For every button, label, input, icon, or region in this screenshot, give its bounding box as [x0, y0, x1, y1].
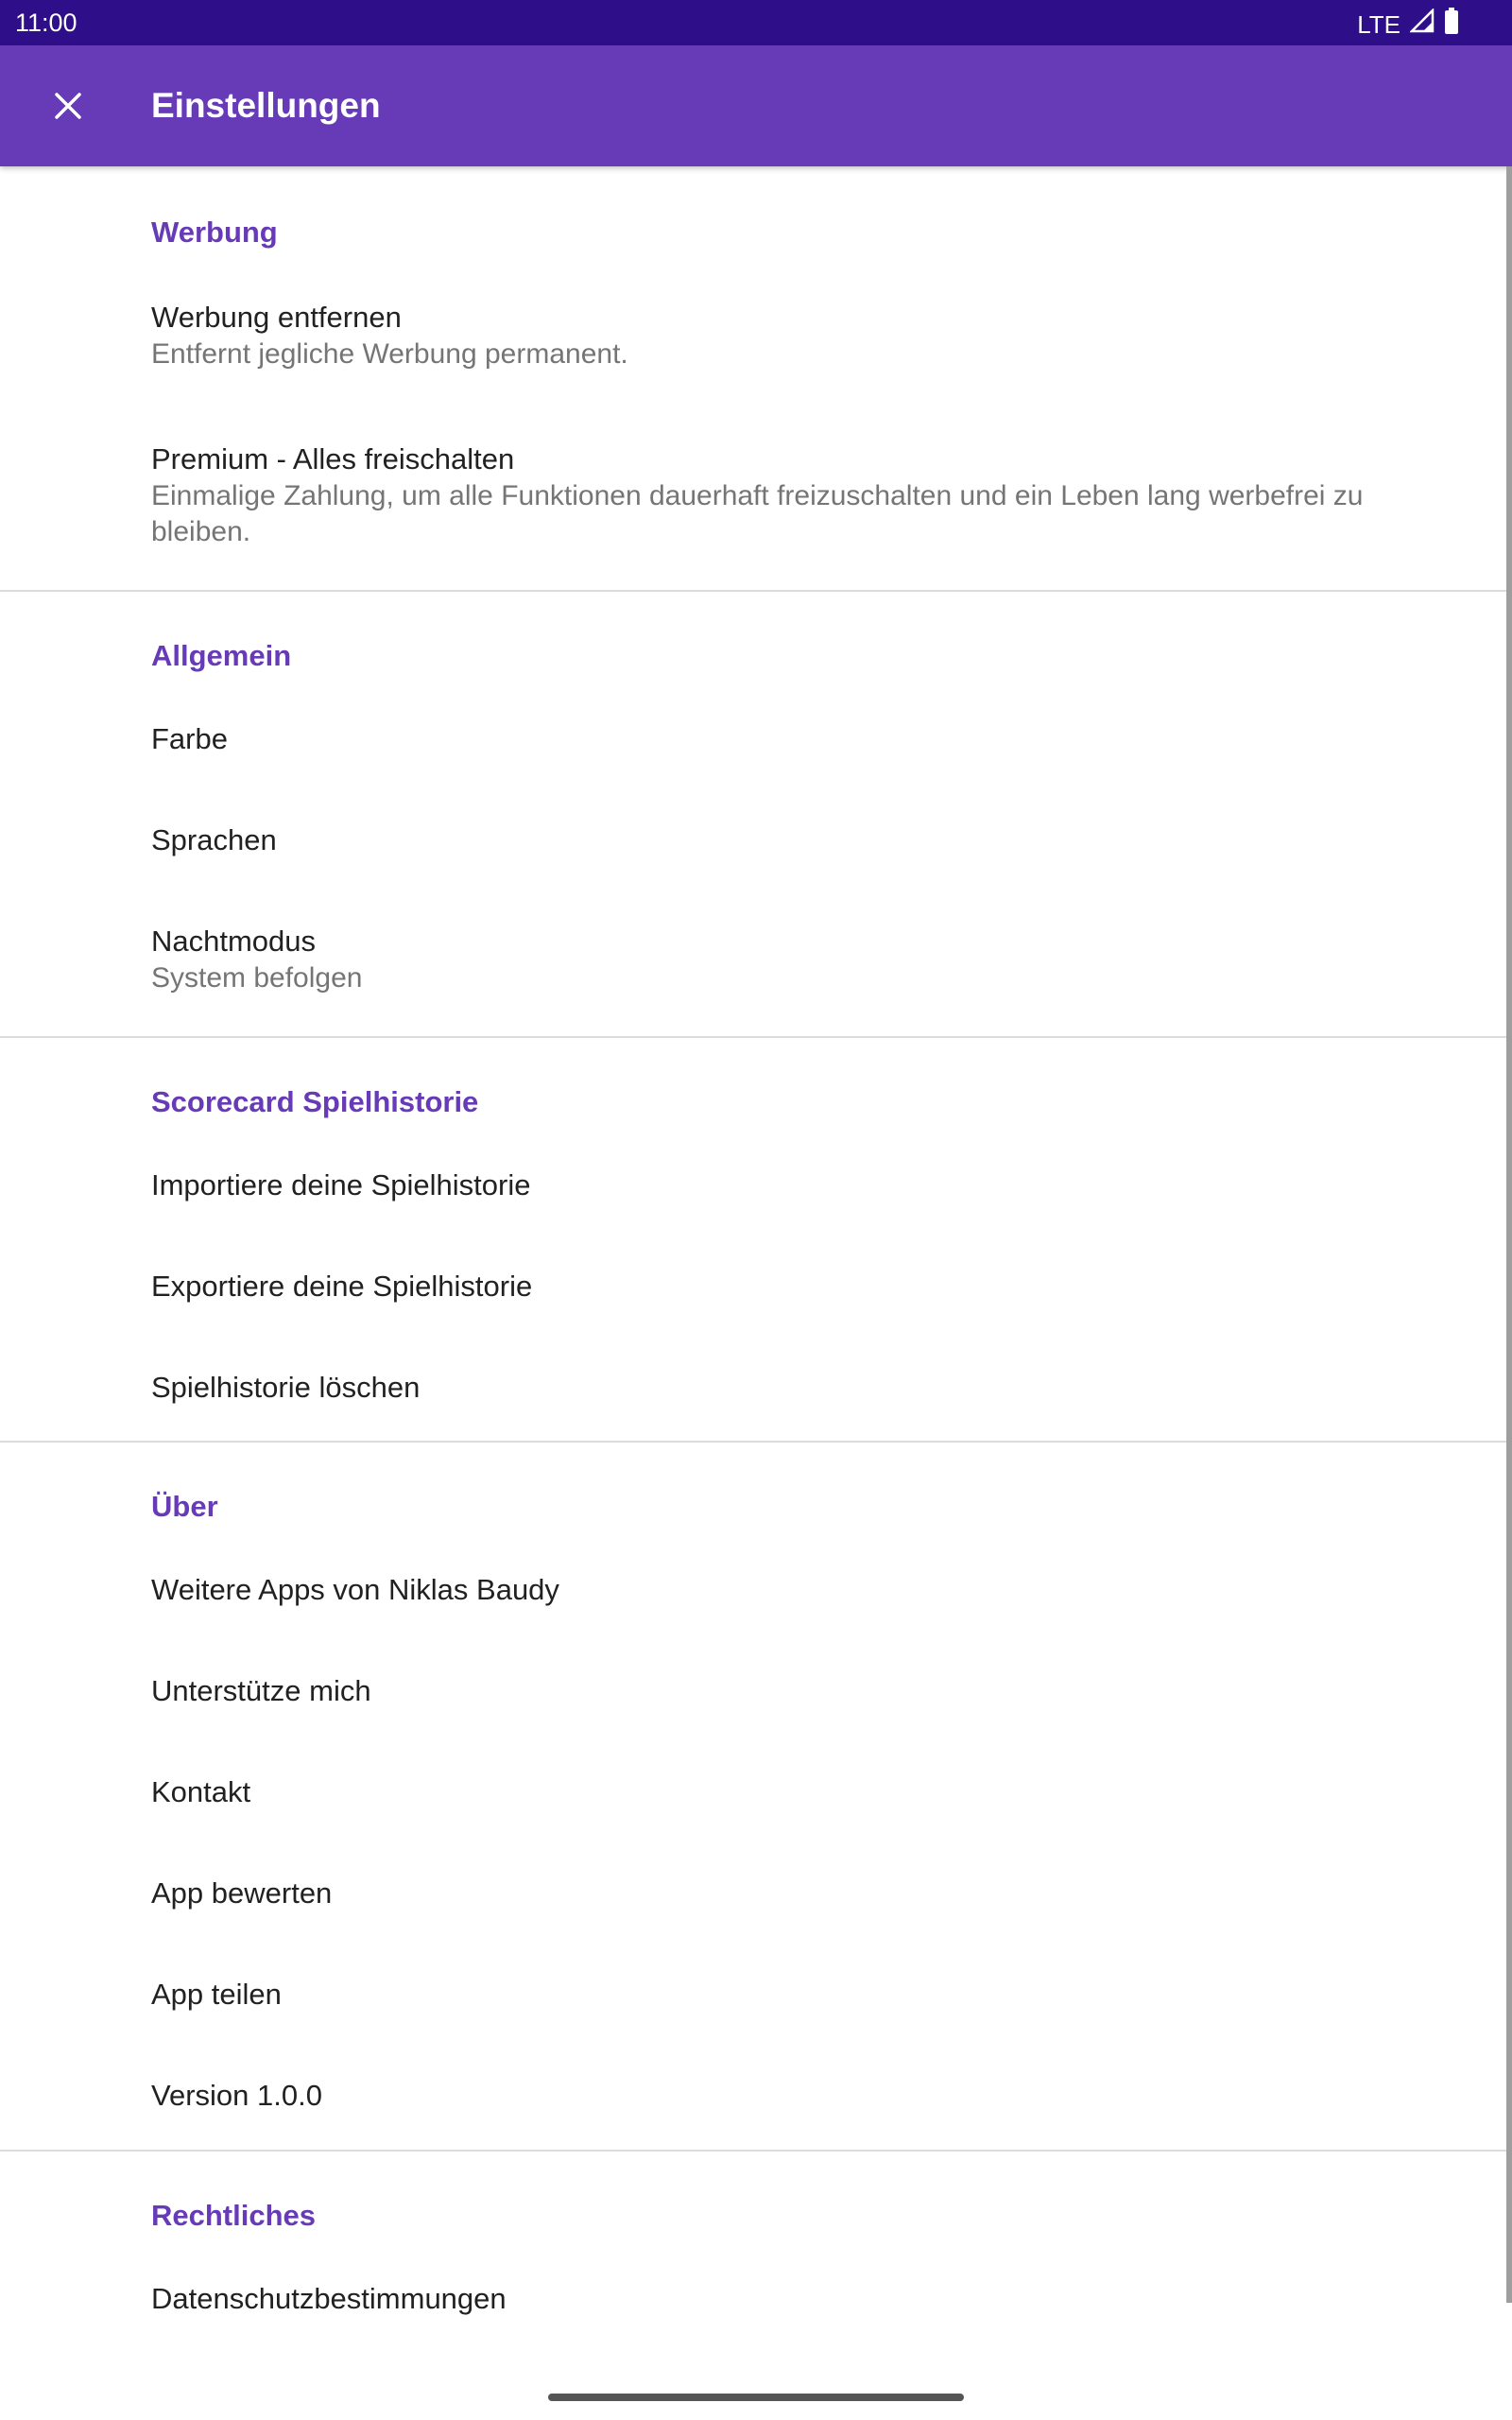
pref-contact[interactable]	[0, 1773, 1506, 1875]
pref-title: Weitere Apps von Niklas Baudy	[151, 1573, 559, 1606]
close-icon	[54, 92, 82, 120]
pref-support[interactable]	[0, 1672, 1506, 1773]
category-header: Scorecard Spielhistorie	[151, 1085, 479, 1118]
category-header: Werbung	[151, 216, 278, 249]
pref-title: App bewerten	[151, 1876, 333, 1910]
pref-title: Spielhistorie löschen	[151, 1371, 421, 1404]
pref-title: Datenschutzbestimmungen	[151, 2282, 507, 2315]
pref-delete-history[interactable]	[0, 1369, 1506, 1441]
pref-summary: Einmalige Zahlung, um alle Funktionen dauerhaft freizuschalten und ein Leben lang werbefrei zu bleiben.	[151, 480, 1364, 547]
pref-title: Farbe	[151, 722, 228, 755]
section-about	[0, 1443, 1506, 2150]
pref-summary: Entfernt jegliche Werbung permanent.	[151, 338, 628, 370]
pref-share-app[interactable]	[0, 1976, 1506, 2077]
pref-premium[interactable]	[0, 441, 1506, 590]
pref-title: Sprachen	[151, 823, 277, 856]
section-legal	[0, 2152, 1506, 2381]
pref-more-apps[interactable]	[0, 1571, 1506, 1672]
pref-title: Importiere deine Spielhistorie	[151, 1168, 531, 1201]
category-header: Rechtliches	[151, 2199, 317, 2232]
scrollbar[interactable]	[1506, 166, 1512, 2303]
pref-title: Nachtmodus	[151, 925, 317, 958]
app-bar	[0, 45, 1512, 166]
category-header: Über	[151, 1490, 218, 1523]
pref-rate-app[interactable]	[0, 1875, 1506, 1976]
section-scorecard	[0, 1038, 1506, 1441]
network-type: LTE	[1357, 9, 1400, 39]
pref-title: Kontakt	[151, 1775, 251, 1808]
section-allgemein	[0, 592, 1506, 1036]
status-icons	[1357, 8, 1459, 41]
status-bar	[0, 0, 1512, 45]
pref-title: Version 1.0.0	[151, 2079, 322, 2112]
pref-title: App teilen	[151, 1978, 282, 2011]
pref-export-history[interactable]	[0, 1268, 1506, 1369]
pref-privacy-policy[interactable]	[0, 2280, 1506, 2381]
pref-color[interactable]	[0, 720, 1506, 821]
pref-title: Unterstütze mich	[151, 1674, 371, 1707]
pref-title: Premium - Alles freischalten	[151, 442, 515, 475]
section-werbung	[0, 166, 1506, 590]
pref-languages[interactable]	[0, 821, 1506, 923]
pref-remove-ads[interactable]	[0, 299, 1506, 441]
settings-list	[0, 166, 1506, 2381]
pref-night-mode[interactable]	[0, 923, 1506, 1036]
category-header: Allgemein	[151, 639, 292, 672]
battery-icon	[1444, 8, 1459, 41]
pref-summary: System befolgen	[151, 962, 363, 994]
status-time: 11:00	[15, 9, 77, 37]
close-button[interactable]	[38, 76, 98, 136]
signal-icon	[1410, 9, 1435, 40]
pref-title: Werbung entfernen	[151, 301, 402, 334]
pref-import-history[interactable]	[0, 1167, 1506, 1268]
pref-title: Exportiere deine Spielhistorie	[151, 1270, 533, 1303]
gesture-nav-handle[interactable]	[548, 2394, 964, 2401]
page-title: Einstellungen	[151, 86, 381, 125]
pref-version[interactable]	[0, 2077, 1506, 2150]
